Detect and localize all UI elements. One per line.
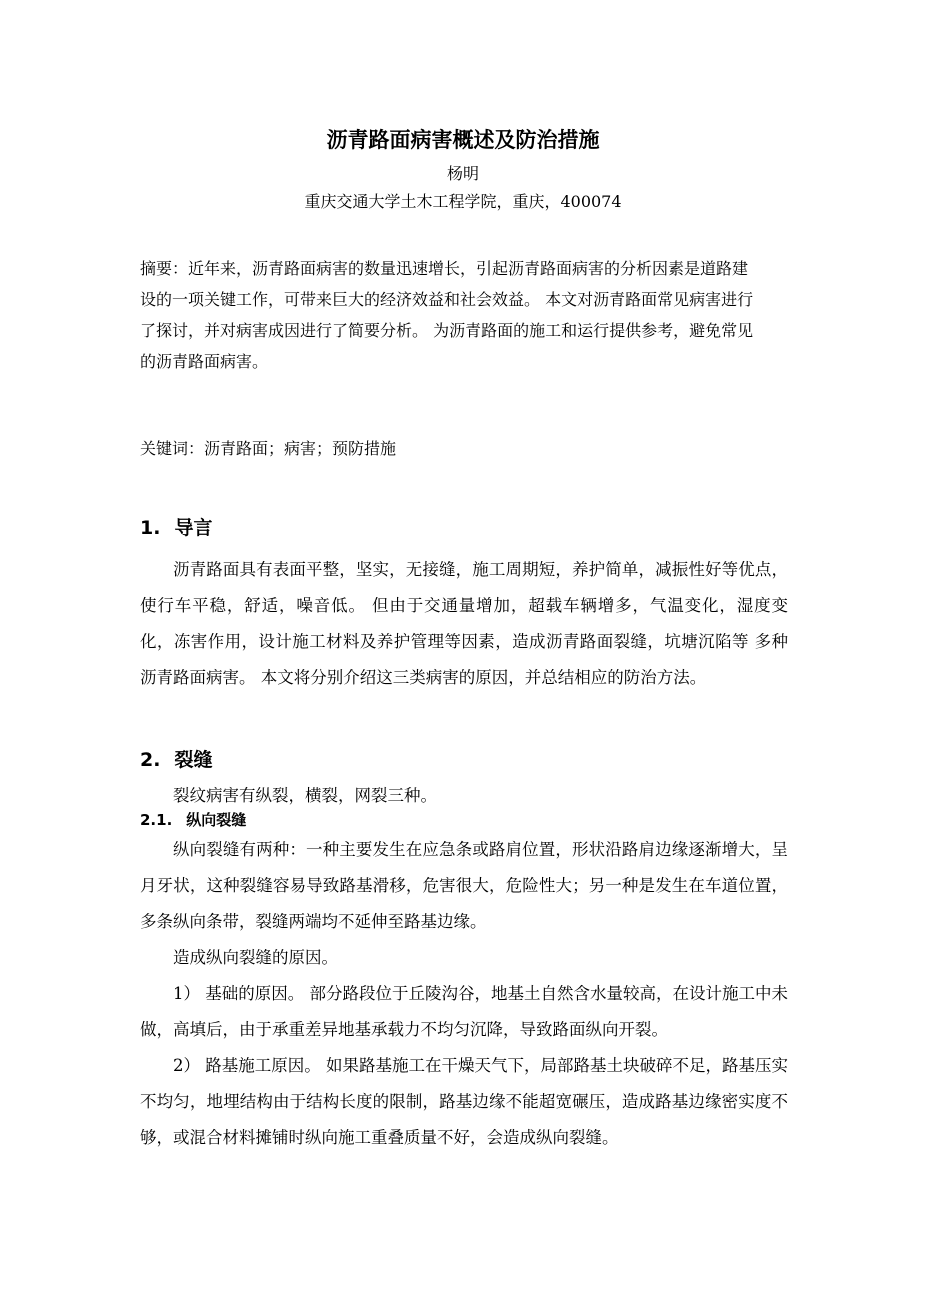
subsection-number: 2.1. — [140, 811, 173, 829]
section-title: 裂缝 — [174, 749, 213, 771]
paper-title: 沥青路面病害概述及防治措施 — [326, 128, 600, 152]
paragraph: 裂纹病害有纵裂，横裂，网裂三种。 — [173, 786, 437, 805]
paragraph: 造成纵向裂缝的原因。 — [173, 948, 338, 967]
section-number: 2. — [140, 749, 161, 771]
paragraph: 2） 路基施工原因。 如果路基施工在干燥天气下，局部路基土块破碎不足，路基压实不均匀，地埋结构由于结构长度的限制，路基边缘不能超宽碾压，造成路基边缘密实度不够，或混合材料摊铺时纵向施工重叠质量不好，会造成纵向裂缝。 — [140, 1056, 788, 1147]
author-affiliation: 重庆交通大学土木工程学院，重庆，400074 — [304, 192, 622, 211]
paragraph: 沥青路面具有表面平整，坚实，无接缝，施工周期短，养护简单，减振性好等优点，使行车平稳，舒适，噪音低。 但由于交通量增加，超载车辆增多，气温变化，湿度变化，冻害作用，设计施工材料及养护管理等因素，造成沥青路面裂缝，坑塘沉陷等 多种沥青路面病害。 本文将分别介绍这三类病害的原因，并总结相应的防治方法。 — [140, 560, 788, 687]
section-title: 导言 — [174, 517, 213, 539]
section-heading-introduction — [140, 514, 212, 542]
subsection-heading-longitudinal-cracks — [140, 809, 246, 831]
subsection-title: 纵向裂缝 — [186, 811, 247, 829]
keywords: 关键词：沥青路面；病害；预防措施 — [140, 439, 397, 458]
abstract: 摘要：近年来，沥青路面病害的数量迅速增长，引起沥青路面病害的分析因素是道路建设的一项关键工作，可带来巨大的经济效益和社会效益。 本文对沥青路面常见病害进行了探讨，并对病害成因进行了简要分析。 为沥青路面的施工和运行提供参考，避免常见的沥青路面病害。 — [140, 259, 754, 371]
paragraph: 纵向裂缝有两种：一种主要发生在应急条或路肩位置，形状沿路肩边缘逐渐增大，呈月牙状，这种裂缝容易导致路基滑移，危害很大，危险性大；另一种是发生在车道位置，多条纵向条带，裂缝两端均不延伸至路基边缘。 — [140, 840, 788, 931]
section-number: 1. — [140, 517, 161, 539]
section-heading-cracks — [140, 746, 212, 774]
author-name: 杨明 — [446, 164, 479, 183]
paragraph: 1） 基础的原因。 部分路段位于丘陵沟谷，地基土自然含水量较高，在设计施工中未做，高填后，由于承重差异地基承载力不均匀沉降，导致路面纵向开裂。 — [140, 984, 788, 1039]
